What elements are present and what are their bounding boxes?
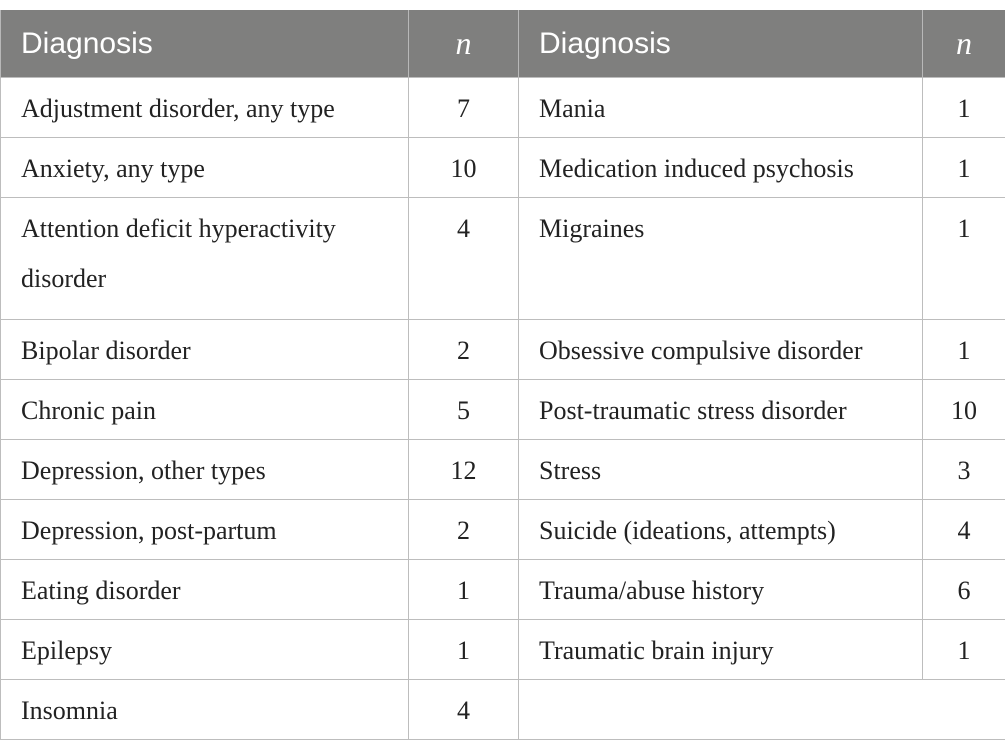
count-cell: 1 bbox=[409, 560, 519, 620]
count-cell: 2 bbox=[409, 500, 519, 560]
header-diagnosis-left: Diagnosis bbox=[1, 10, 409, 78]
count-cell: 1 bbox=[409, 620, 519, 680]
diagnosis-cell: Suicide (ideations, attempts) bbox=[519, 500, 923, 560]
table-row bbox=[1, 560, 1005, 620]
count-cell: 4 bbox=[409, 198, 519, 320]
diagnosis-cell: Bipolar disorder bbox=[1, 320, 409, 380]
diagnosis-cell: Mania bbox=[519, 78, 923, 138]
table-row bbox=[1, 198, 1005, 320]
diagnosis-cell: Insomnia bbox=[1, 680, 409, 740]
diagnosis-cell: Epilepsy bbox=[1, 620, 409, 680]
table-row bbox=[1, 440, 1005, 500]
count-cell: 3 bbox=[923, 440, 1005, 500]
count-cell: 1 bbox=[923, 78, 1005, 138]
count-cell: 4 bbox=[923, 500, 1005, 560]
diagnosis-cell: Trauma/abuse history bbox=[519, 560, 923, 620]
diagnosis-cell: Chronic pain bbox=[1, 380, 409, 440]
table-row bbox=[1, 620, 1005, 680]
table-row bbox=[1, 500, 1005, 560]
diagnosis-cell: Migraines bbox=[519, 198, 923, 320]
diagnosis-cell: Attention deficit hyperactivity disorder bbox=[1, 198, 409, 320]
count-cell: 1 bbox=[923, 198, 1005, 320]
count-cell: 12 bbox=[409, 440, 519, 500]
count-cell: 10 bbox=[409, 138, 519, 198]
count-cell: 1 bbox=[923, 320, 1005, 380]
count-cell: 1 bbox=[923, 138, 1005, 198]
table-body bbox=[1, 78, 1005, 740]
table-row bbox=[1, 78, 1005, 138]
empty-cell bbox=[519, 680, 1005, 740]
table-header bbox=[1, 10, 1005, 78]
table-row bbox=[1, 680, 1005, 740]
header-diagnosis-right: Diagnosis bbox=[519, 10, 923, 78]
diagnosis-cell: Traumatic brain injury bbox=[519, 620, 923, 680]
diagnosis-cell: Depression, post-partum bbox=[1, 500, 409, 560]
diagnosis-cell: Obsessive compulsive disorder bbox=[519, 320, 923, 380]
header-n-left: n bbox=[409, 10, 519, 78]
table-row bbox=[1, 138, 1005, 198]
diagnosis-cell: Anxiety, any type bbox=[1, 138, 409, 198]
table-row bbox=[1, 320, 1005, 380]
header-n-right: n bbox=[923, 10, 1005, 78]
diagnosis-cell: Adjustment disorder, any type bbox=[1, 78, 409, 138]
diagnosis-cell: Stress bbox=[519, 440, 923, 500]
table-row bbox=[1, 380, 1005, 440]
diagnosis-cell: Depression, other types bbox=[1, 440, 409, 500]
count-cell: 6 bbox=[923, 560, 1005, 620]
count-cell: 4 bbox=[409, 680, 519, 740]
count-cell: 1 bbox=[923, 620, 1005, 680]
diagnosis-cell: Post-traumatic stress disorder bbox=[519, 380, 923, 440]
count-cell: 2 bbox=[409, 320, 519, 380]
diagnosis-cell: Medication induced psychosis bbox=[519, 138, 923, 198]
diagnosis-table bbox=[0, 10, 1005, 740]
count-cell: 7 bbox=[409, 78, 519, 138]
count-cell: 10 bbox=[923, 380, 1005, 440]
count-cell: 5 bbox=[409, 380, 519, 440]
header-row bbox=[1, 10, 1005, 78]
diagnosis-cell: Eating disorder bbox=[1, 560, 409, 620]
